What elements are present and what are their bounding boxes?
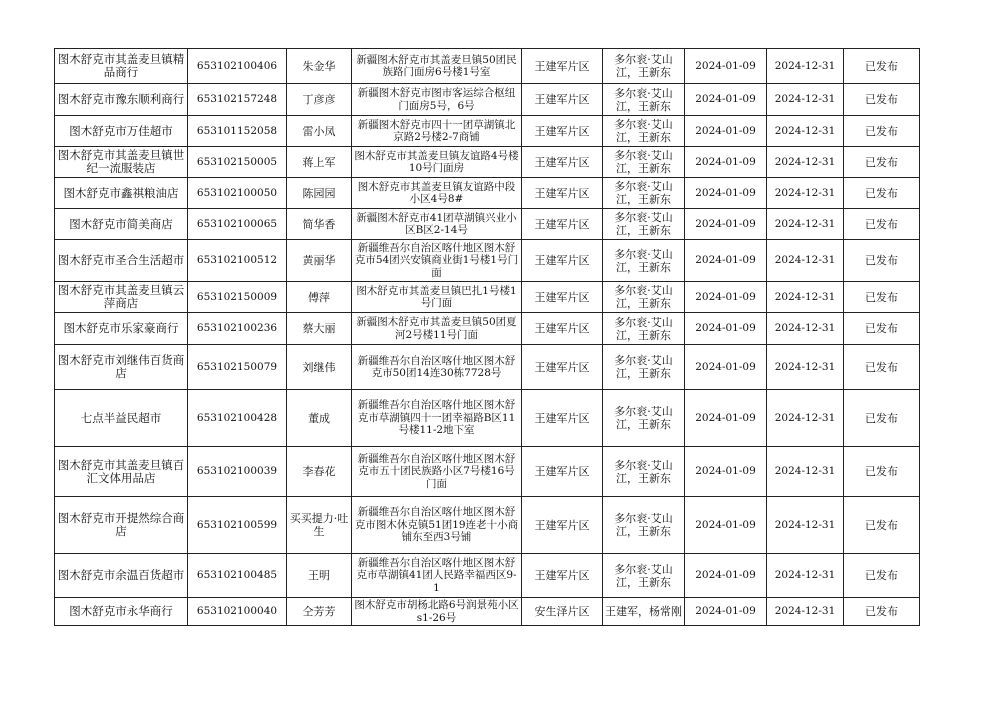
license-code: 653102100406: [188, 49, 287, 84]
license-code: 653102100236: [188, 313, 287, 345]
store-address: 新疆图木舒克市其盖麦旦镇50团民族路门面房6号楼1号室: [352, 49, 522, 84]
license-code: 653102150079: [188, 345, 287, 390]
start-date: 2024-01-09: [685, 84, 767, 116]
start-date: 2024-01-09: [685, 240, 767, 282]
license-code: 653102100485: [188, 554, 287, 598]
staff-names: 多尔衮·艾山江，王新东: [603, 313, 685, 345]
start-date: 2024-01-09: [685, 447, 767, 497]
person-name: 仝芳芳: [287, 598, 352, 626]
start-date: 2024-01-09: [685, 497, 767, 554]
store-name: 图木舒克市万佳超市: [55, 116, 188, 147]
store-name: 图木舒克市豫东顺利商行: [55, 84, 188, 116]
store-name: 图木舒克市其盖麦旦镇百汇文体用品店: [55, 447, 188, 497]
start-date: 2024-01-09: [685, 598, 767, 626]
table-row: [55, 116, 920, 147]
table-row: [55, 345, 920, 390]
end-date: 2024-12-31: [767, 84, 844, 116]
store-name: 图木舒克市开提然综合商店: [55, 497, 188, 554]
table-row: [55, 598, 920, 626]
publish-status: 已发布: [844, 345, 920, 390]
document-page: [54, 48, 919, 626]
person-name: 黄丽华: [287, 240, 352, 282]
license-code: 653102100428: [188, 390, 287, 447]
table-row: [55, 447, 920, 497]
person-name: 雷小凤: [287, 116, 352, 147]
store-address: 新疆维吾尔自治区喀什地区图木舒克市草湖镇41团人民路幸福西区9-1: [352, 554, 522, 598]
area-name: 王建军片区: [522, 147, 603, 178]
start-date: 2024-01-09: [685, 554, 767, 598]
publish-status: 已发布: [844, 84, 920, 116]
staff-names: 多尔衮·艾山江，王新东: [603, 390, 685, 447]
start-date: 2024-01-09: [685, 178, 767, 209]
table-row: [55, 240, 920, 282]
area-name: 王建军片区: [522, 447, 603, 497]
store-name: 图木舒克市刘继伟百货商店: [55, 345, 188, 390]
end-date: 2024-12-31: [767, 178, 844, 209]
store-name: 图木舒克市圣合生活超市: [55, 240, 188, 282]
area-name: 王建军片区: [522, 282, 603, 313]
table-row: [55, 497, 920, 554]
store-name: 图木舒克市其盖麦旦镇云萍商店: [55, 282, 188, 313]
store-address: 图木舒克市胡杨北路6号润景苑小区s1-26号: [352, 598, 522, 626]
area-name: 王建军片区: [522, 345, 603, 390]
store-address: 图木舒克市其盖麦旦镇巴扎1号楼1号门面: [352, 282, 522, 313]
person-name: 董成: [287, 390, 352, 447]
area-name: 王建军片区: [522, 240, 603, 282]
start-date: 2024-01-09: [685, 390, 767, 447]
area-name: 王建军片区: [522, 84, 603, 116]
staff-names: 多尔衮·艾山江，王新东: [603, 116, 685, 147]
person-name: 买买提力·吐生: [287, 497, 352, 554]
table-row: [55, 554, 920, 598]
area-name: 王建军片区: [522, 554, 603, 598]
publish-status: 已发布: [844, 390, 920, 447]
publish-status: 已发布: [844, 554, 920, 598]
license-code: 653102100599: [188, 497, 287, 554]
staff-names: 多尔衮·艾山江，王新东: [603, 49, 685, 84]
publish-status: 已发布: [844, 49, 920, 84]
store-name: 七点半益民超市: [55, 390, 188, 447]
staff-names: 多尔衮·艾山江，王新东: [603, 447, 685, 497]
publish-status: 已发布: [844, 240, 920, 282]
staff-names: 多尔衮·艾山江，王新东: [603, 147, 685, 178]
staff-names: 多尔衮·艾山江，王新东: [603, 209, 685, 240]
license-code: 653102100512: [188, 240, 287, 282]
person-name: 简华香: [287, 209, 352, 240]
end-date: 2024-12-31: [767, 390, 844, 447]
table-row: [55, 313, 920, 345]
end-date: 2024-12-31: [767, 240, 844, 282]
license-code: 653102150009: [188, 282, 287, 313]
person-name: 傅萍: [287, 282, 352, 313]
start-date: 2024-01-09: [685, 282, 767, 313]
area-name: 王建军片区: [522, 313, 603, 345]
store-name: 图木舒克市其盖麦旦镇世纪一流服装店: [55, 147, 188, 178]
person-name: 刘继伟: [287, 345, 352, 390]
store-address: 新疆图木舒克市其盖麦旦镇50团夏河2号楼11号门面: [352, 313, 522, 345]
start-date: 2024-01-09: [685, 49, 767, 84]
license-code: 653102100040: [188, 598, 287, 626]
area-name: 安生泽片区: [522, 598, 603, 626]
table-row: [55, 178, 920, 209]
staff-names: 多尔衮·艾山江，王新东: [603, 554, 685, 598]
store-address: 新疆维吾尔自治区喀什地区图木舒克市草湖镇四十一团幸福路B区11号楼11-2地下室: [352, 390, 522, 447]
table-body: [55, 49, 920, 626]
store-name: 图木舒克市简美商店: [55, 209, 188, 240]
license-code: 653102100050: [188, 178, 287, 209]
person-name: 李春花: [287, 447, 352, 497]
staff-names: 多尔衮·艾山江，王新东: [603, 497, 685, 554]
store-address: 图木舒克市其盖麦旦镇友谊路中段小区4号8#: [352, 178, 522, 209]
publish-status: 已发布: [844, 178, 920, 209]
publish-status: 已发布: [844, 447, 920, 497]
publish-status: 已发布: [844, 282, 920, 313]
publish-status: 已发布: [844, 209, 920, 240]
end-date: 2024-12-31: [767, 282, 844, 313]
store-name: 图木舒克市乐家豪商行: [55, 313, 188, 345]
person-name: 蔡大丽: [287, 313, 352, 345]
license-code: 653102100065: [188, 209, 287, 240]
license-code: 653102157248: [188, 84, 287, 116]
staff-names: 多尔衮·艾山江，王新东: [603, 84, 685, 116]
end-date: 2024-12-31: [767, 49, 844, 84]
person-name: 王明: [287, 554, 352, 598]
table-row: [55, 147, 920, 178]
store-address: 新疆维吾尔自治区喀什地区图木舒克市50团14连30栋7728号: [352, 345, 522, 390]
store-name: 图木舒克市鑫祺粮油店: [55, 178, 188, 209]
license-code: 653102150005: [188, 147, 287, 178]
end-date: 2024-12-31: [767, 598, 844, 626]
store-address: 新疆图木舒克市41团草湖镇兴业小区B区2-14号: [352, 209, 522, 240]
store-table: [54, 48, 920, 626]
end-date: 2024-12-31: [767, 497, 844, 554]
area-name: 王建军片区: [522, 497, 603, 554]
store-address: 新疆维吾尔自治区喀什地区图木舒克市五十团民族路小区7号楼16号门面: [352, 447, 522, 497]
staff-names: 多尔衮·艾山江，王新东: [603, 345, 685, 390]
end-date: 2024-12-31: [767, 209, 844, 240]
store-address: 新疆维吾尔自治区喀什地区图木舒克市图木休克镇51团19连老十小商铺东至西3号铺: [352, 497, 522, 554]
end-date: 2024-12-31: [767, 554, 844, 598]
person-name: 陈园园: [287, 178, 352, 209]
store-name: 图木舒克市永华商行: [55, 598, 188, 626]
end-date: 2024-12-31: [767, 147, 844, 178]
staff-names: 王建军，杨常刚: [603, 598, 685, 626]
publish-status: 已发布: [844, 116, 920, 147]
table-row: [55, 84, 920, 116]
area-name: 王建军片区: [522, 390, 603, 447]
store-address: 新疆图木舒克市四十一团草湖镇北京路2号楼2-7商铺: [352, 116, 522, 147]
end-date: 2024-12-31: [767, 345, 844, 390]
store-name: 图木舒克市其盖麦旦镇精品商行: [55, 49, 188, 84]
publish-status: 已发布: [844, 147, 920, 178]
license-code: 653102100039: [188, 447, 287, 497]
staff-names: 多尔衮·艾山江，王新东: [603, 178, 685, 209]
area-name: 王建军片区: [522, 49, 603, 84]
staff-names: 多尔衮·艾山江，王新东: [603, 240, 685, 282]
store-address: 图木舒克市其盖麦旦镇友谊路4号楼10号门面房: [352, 147, 522, 178]
start-date: 2024-01-09: [685, 209, 767, 240]
start-date: 2024-01-09: [685, 147, 767, 178]
end-date: 2024-12-31: [767, 313, 844, 345]
table-row: [55, 282, 920, 313]
publish-status: 已发布: [844, 313, 920, 345]
table-row: [55, 209, 920, 240]
store-address: 新疆维吾尔自治区喀什地区图木舒克市54团兴安镇商业街1号楼1号门面: [352, 240, 522, 282]
start-date: 2024-01-09: [685, 116, 767, 147]
area-name: 王建军片区: [522, 178, 603, 209]
area-name: 王建军片区: [522, 116, 603, 147]
store-address: 新疆图木舒克市图市客运综合枢纽门面房5号，6号: [352, 84, 522, 116]
license-code: 653101152058: [188, 116, 287, 147]
area-name: 王建军片区: [522, 209, 603, 240]
staff-names: 多尔衮·艾山江，王新东: [603, 282, 685, 313]
end-date: 2024-12-31: [767, 447, 844, 497]
start-date: 2024-01-09: [685, 313, 767, 345]
person-name: 朱金华: [287, 49, 352, 84]
publish-status: 已发布: [844, 497, 920, 554]
end-date: 2024-12-31: [767, 116, 844, 147]
start-date: 2024-01-09: [685, 345, 767, 390]
store-name: 图木舒克市余温百货超市: [55, 554, 188, 598]
publish-status: 已发布: [844, 598, 920, 626]
table-row: [55, 49, 920, 84]
person-name: 蒋上军: [287, 147, 352, 178]
person-name: 丁彦彦: [287, 84, 352, 116]
table-row: [55, 390, 920, 447]
